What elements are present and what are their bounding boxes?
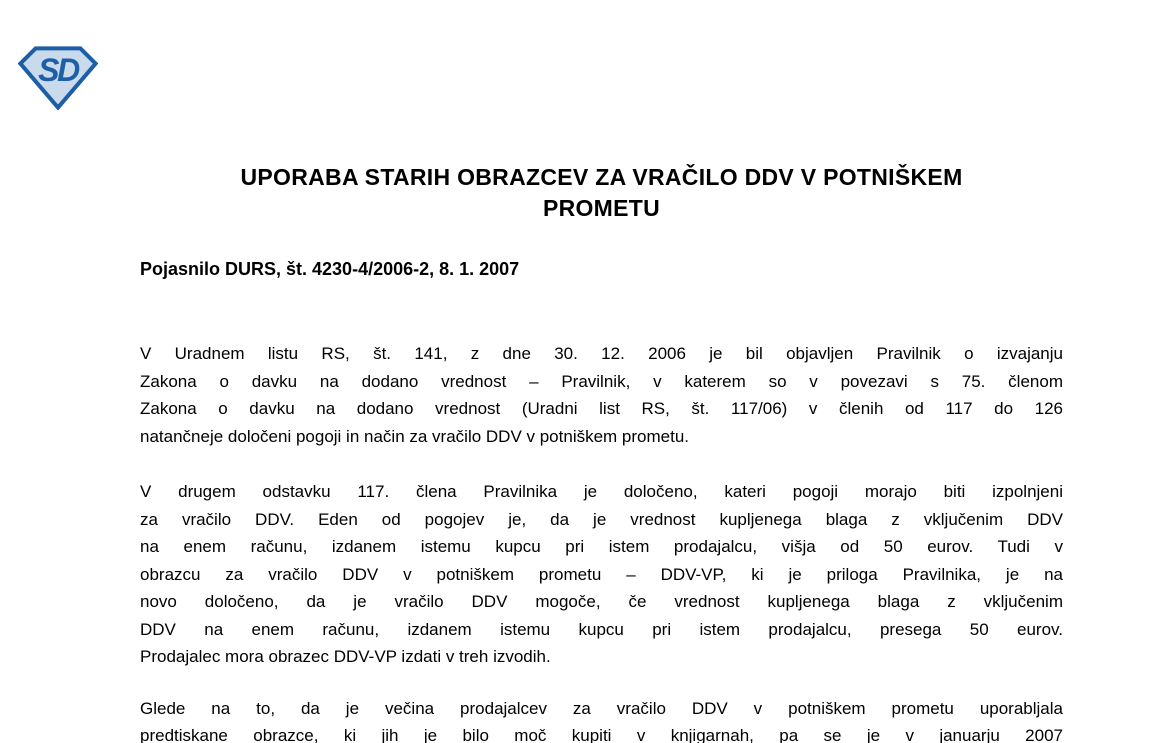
paragraph-3-line: predtiskane obrazce, ki jih je bilo moč kupiti v knjigarnah, pa se je v januarju 2007 <box>140 726 1063 743</box>
paragraph-1 <box>140 340 1063 450</box>
sd-logo <box>18 46 98 110</box>
paragraph-2 <box>140 478 1063 671</box>
paragraph-1-line: natančneje določeni pogoji in način za vračilo DDV v potniškem prometu. <box>140 426 690 446</box>
sd-logo-letters: SD <box>38 52 78 89</box>
document-content <box>140 0 1063 743</box>
document-subtitle: Pojasnilo DURS, št. 4230-4/2006-2, 8. 1. 2007 <box>140 259 520 279</box>
paragraph-1-line: Zakona o davku na dodano vrednost – Pravilnik, v katerem so v povezavi s 75. členom <box>140 371 1063 391</box>
paragraph-2-line: za vračilo DDV. Eden od pogojev je, da je vrednost kupljenega blaga z vključenim DDV <box>140 509 1063 529</box>
paragraph-3 <box>140 695 1063 743</box>
paragraph-2-line: DDV na enem računu, izdanem istemu kupcu pri istem prodajalcu, presega 50 eurov. <box>140 619 1063 639</box>
paragraph-2-line: obrazcu za vračilo DDV v potniškem prometu – DDV-VP, ki je priloga Pravilnika, je na <box>140 564 1063 584</box>
paragraph-2-line: Prodajalec mora obrazec DDV-VP izdati v treh izvodih. <box>140 647 551 666</box>
paragraph-2-line: novo določeno, da je vračilo DDV mogoče, če vrednost kupljenega blaga z vključenim <box>140 592 1063 611</box>
document-title-line-2: PROMETU <box>542 195 661 221</box>
paragraph-1-line: V Uradnem listu RS, št. 141, z dne 30. 12. 2006 je bil objavljen Pravilnik o izvajanju <box>140 344 1063 363</box>
sd-logo-shield-icon <box>18 46 98 110</box>
document-title <box>140 162 1063 224</box>
paragraph-1-line: Zakona o davku na dodano vrednost (Uradni list RS, št. 117/06) v členih od 117 do 126 <box>140 399 1063 418</box>
paragraph-2-line: na enem računu, izdanem istemu kupcu pri istem prodajalcu, višja od 50 eurov. Tudi v <box>140 537 1063 556</box>
paragraph-3-line: Glede na to, da je večina prodajalcev za vračilo DDV v potniškem prometu uporabljala <box>140 698 1063 718</box>
document-title-line-1: UPORABA STARIH OBRAZCEV ZA VRAČILO DDV V POTNIŠKEM <box>240 164 963 190</box>
paragraph-2-line: V drugem odstavku 117. člena Pravilnika je določeno, kateri pogoji morajo biti izpolnjeni <box>140 482 1063 501</box>
